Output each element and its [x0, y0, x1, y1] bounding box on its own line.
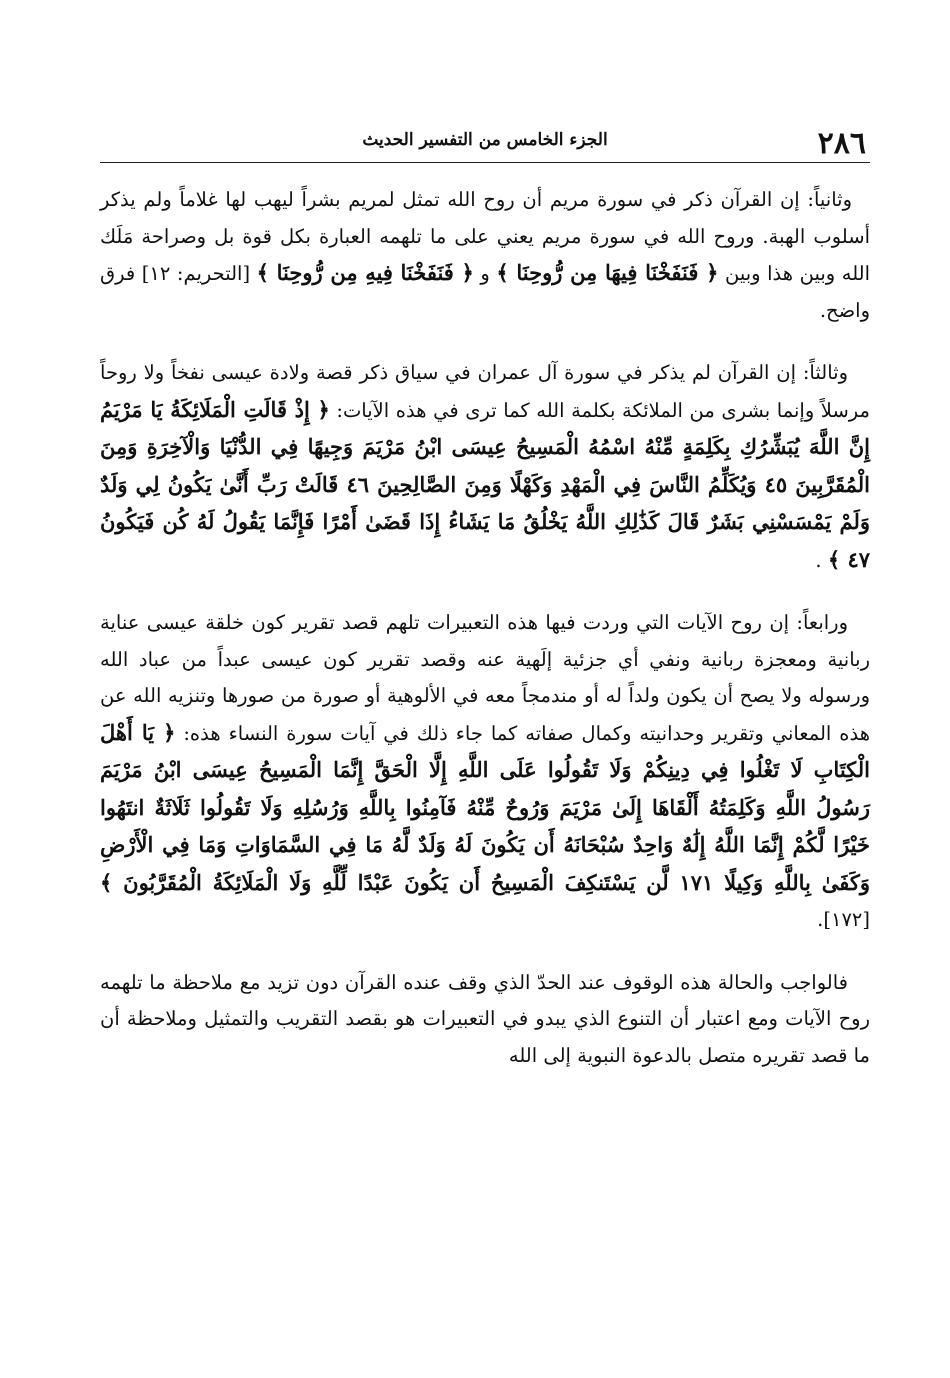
- paragraph-text: وثالثاً: إن القرآن لم يذكر في سورة آل عمران في سياق ذكر قصة ولادة عيسى نفخاً ولا روحاً مرسلاً وإنما بشرى من الملائكة بكلمة الله كما ترى في هذه الآيات:: [100, 361, 870, 422]
- connector-text: و: [480, 262, 490, 285]
- citation-text: [التحريم: ١٢] فرق واضح.: [100, 262, 870, 322]
- citation-text: [١٧٢].: [817, 908, 870, 931]
- paragraph-text: وثانياً: إن القرآن ذكر في سورة مريم أن روح الله تمثل لمريم بشراً ليهب لها غلاماً ولم يذكر أسلوب الهبة. وروح الله في سورة مريم يعني على ما تلهمه العبارة بكل قوة بل وصراحة مَلَك الله وبين هذا وبين: [100, 188, 871, 285]
- paragraph-secondly: [100, 182, 870, 329]
- paragraph-fourthly: [100, 605, 870, 939]
- page-header: [100, 122, 870, 163]
- citation-text: .: [815, 548, 822, 572]
- page-body: [100, 182, 870, 1074]
- quran-verse: ﴿ يَا أَهْلَ الْكِتَابِ لَا تَغْلُوا فِي دِينِكُمْ وَلَا تَقُولُوا عَلَى اللَّهِ إِلَّا الْحَقَّ إِنَّمَا الْمَسِيحُ عِيسَى ابْنُ مَرْيَمَ رَسُولُ اللَّهِ وَكَلِمَتُهُ أَلْقَاهَا إِلَىٰ مَرْيَمَ وَرُوحٌ مِّنْهُ فَآمِنُوا بِاللَّهِ وَرُسُلِهِ وَلَا تَقُولُوا ثَلَاثَةٌ انتَهُوا خَيْرًا لَّكُمْ إِنَّمَا اللَّهُ إِلَٰهٌ وَاحِدٌ سُبْحَانَهُ أَن يَكُونَ لَهُ وَلَدٌ لَّهُ مَا فِي السَّمَاوَاتِ وَمَا فِي الْأَرْضِ وَكَفَىٰ بِاللَّهِ وَكِيلًا ١٧١ لَّن يَسْتَنكِفَ الْمَسِيحُ أَن يَكُونَ عَبْدًا لِّلَّهِ وَلَا الْمَلَائِكَةُ الْمُقَرَّبُونَ ﴾: [100, 719, 870, 895]
- quran-verse: ﴿ فَنَفَخْنَا فِيهَا مِن رُّوحِنَا ﴾: [496, 260, 719, 285]
- paragraph-text: فالواجب والحالة هذه الوقوف عند الحدّ الذي وقف عنده القرآن دون تزيد مع ملاحظة ما تلهمه روح الآيات ومع اعتبار أن التنوع الذي يبدو في التعبيرات هو بقصد التقريب والتمثيل وملاحظة أن ما قصد تقريره متصل بالدعوة النبوية إلى الله: [100, 970, 870, 1067]
- paragraph-thirdly: [100, 355, 870, 579]
- quran-verse: ﴿ إِذْ قَالَتِ الْمَلَائِكَةُ يَا مَرْيَمُ إِنَّ اللَّهَ يُبَشِّرُكِ بِكَلِمَةٍ مِّنْهُ اسْمُهُ الْمَسِيحُ عِيسَى ابْنُ مَرْيَمَ وَجِيهًا فِي الدُّنْيَا وَالْآخِرَةِ وَمِنَ الْمُقَرَّبِينَ ٤٥ وَيُكَلِّمُ النَّاسَ فِي الْمَهْدِ وَكَهْلًا وَمِنَ الصَّالِحِينَ ٤٦ قَالَتْ رَبِّ أَنَّىٰ يَكُونُ لِي وَلَدٌ وَلَمْ يَمْسَسْنِي بَشَرٌ قَالَ كَذَٰلِكِ اللَّهُ يَخْلُقُ مَا يَشَاءُ إِذَا قَضَىٰ أَمْرًا فَإِنَّمَا يَقُولُ لَهُ كُن فَيَكُونُ ٤٧ ﴾: [100, 396, 870, 572]
- page-number: ٢٨٦: [817, 126, 866, 161]
- paragraph-conclusion: [100, 965, 870, 1075]
- paragraph-text: ورابعاً: إن روح الآيات التي وردت فيها هذه التعبيرات تلهم قصد تقرير كون خلقة عيسى عناية ربانية ومعجزة ربانية ونفي أي جزئية إلَهية عنه وقصد تقرير كون عيسى عبداً من عباد الله ورسوله ولا يصح أن يكون ولداً له أو مندمجاً معه في الألوهية أو صورة من صورها وتنزيه الله عن هذه المعاني وتقرير وحدانيته وكمال صفاته كما جاء ذلك في آيات سورة النساء هذه:: [100, 611, 871, 745]
- running-title: الجزء الخامس من التفسير الحديث: [362, 130, 608, 150]
- quran-verse: ﴿ فَنَفَخْنَا فِيهِ مِن رُّوحِنَا ﴾: [256, 260, 474, 285]
